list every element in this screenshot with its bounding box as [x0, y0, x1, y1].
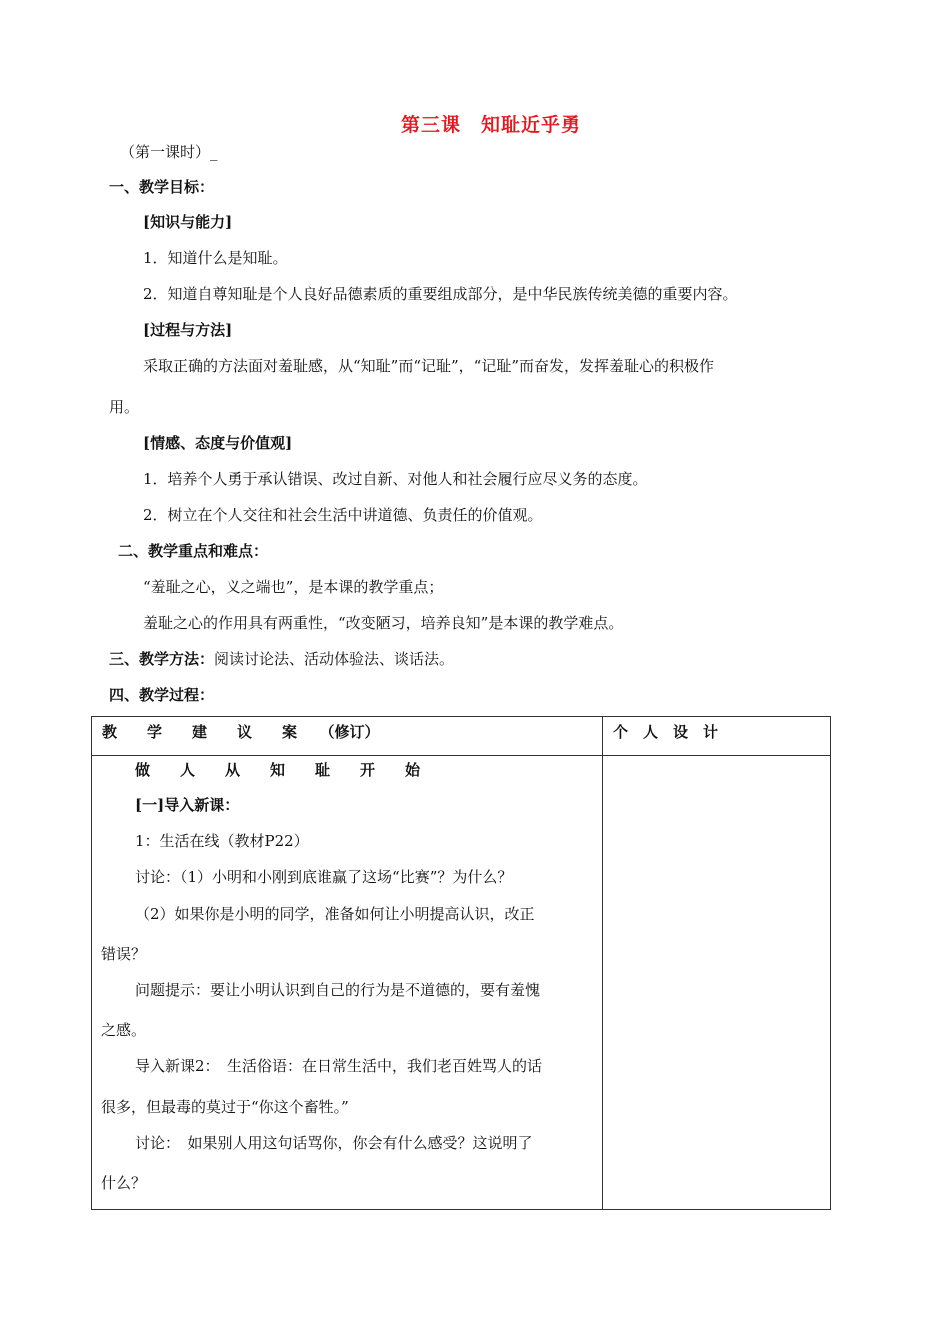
table-line: 很多，但最毒的莫过于“你这个畜牲。”: [101, 1098, 349, 1116]
section-heading-keypoints: 二、教学重点和难点：: [118, 542, 269, 560]
knowledge-item: 1．知道什么是知耻。: [143, 249, 288, 267]
section-heading-process: 四、教学过程：: [109, 686, 215, 704]
knowledge-heading: [知识与能力]: [143, 213, 233, 231]
section-heading-methods: 三、教学方法：: [109, 650, 215, 668]
table-line: 讨论：（1）小明和小刚到底谁赢了这场“比赛”？为什么？: [135, 868, 513, 886]
table-line: 问题提示：要让小明认识到自己的行为是不道德的，要有羞愧: [135, 981, 541, 999]
header-left-label: 教 学 建 议 案 （修订）: [102, 723, 380, 741]
table-line: 讨论： 如果别人用这句话骂你，你会有什么感受？这说明了: [135, 1134, 533, 1152]
table-body-right: [603, 756, 831, 1210]
table-header-right: [603, 717, 831, 756]
emotion-item: 2．树立在个人交往和社会生活中讲道德、负责任的价值观。: [143, 506, 543, 524]
difficulty-text: 羞耻之心的作用具有两重性，“改变陋习，培养良知”是本课的教学难点。: [143, 614, 624, 632]
methods-line: [109, 649, 454, 669]
table-line: [一]导入新课：: [135, 796, 240, 814]
table-line: 做 人 从 知 耻 开 始: [135, 761, 421, 779]
header-right-label: 个 人 设 计: [613, 723, 719, 741]
table-line: 导入新课2： 生活俗语：在日常生活中，我们老百姓骂人的话: [135, 1057, 543, 1075]
lesson-period: （第一课时）_: [120, 143, 218, 161]
emotion-heading: [情感、态度与价值观]: [143, 434, 293, 452]
table-header-row: [92, 717, 831, 756]
process-heading: [过程与方法]: [143, 321, 233, 339]
table-line: 之感。: [101, 1021, 147, 1039]
table-body-left: [92, 756, 603, 1210]
table-line: 错误？: [101, 945, 147, 963]
table-line: 1：生活在线（教材P22）: [135, 832, 309, 850]
table-line: 什么？: [101, 1174, 147, 1192]
emotion-item: 1．培养个人勇于承认错误、改过自新、对他人和社会履行应尽义务的态度。: [143, 470, 648, 488]
process-text: 采取正确的方法面对羞耻感，从“知耻”而“记耻”，“记耻”而奋发，发挥羞耻心的积极作: [143, 357, 715, 375]
lesson-plan-table: [91, 716, 831, 1210]
process-text-cont: 用。: [109, 398, 140, 416]
section-heading-objectives: 一、教学目标：: [109, 178, 215, 196]
table-body-row: [92, 756, 831, 1210]
methods-text: 阅读讨论法、活动体验法、谈话法。: [214, 650, 455, 668]
table-header-left: [92, 717, 603, 756]
keypoint-text: “羞耻之心，义之端也”，是本课的教学重点；: [143, 578, 444, 596]
table-line: （2）如果你是小明的同学，准备如何让小明提高认识，改正: [135, 905, 535, 923]
knowledge-item: 2．知道自尊知耻是个人良好品德素质的重要组成部分，是中华民族传统美德的重要内容。: [143, 285, 738, 303]
page-title: 第三课 知耻近乎勇: [401, 114, 582, 136]
